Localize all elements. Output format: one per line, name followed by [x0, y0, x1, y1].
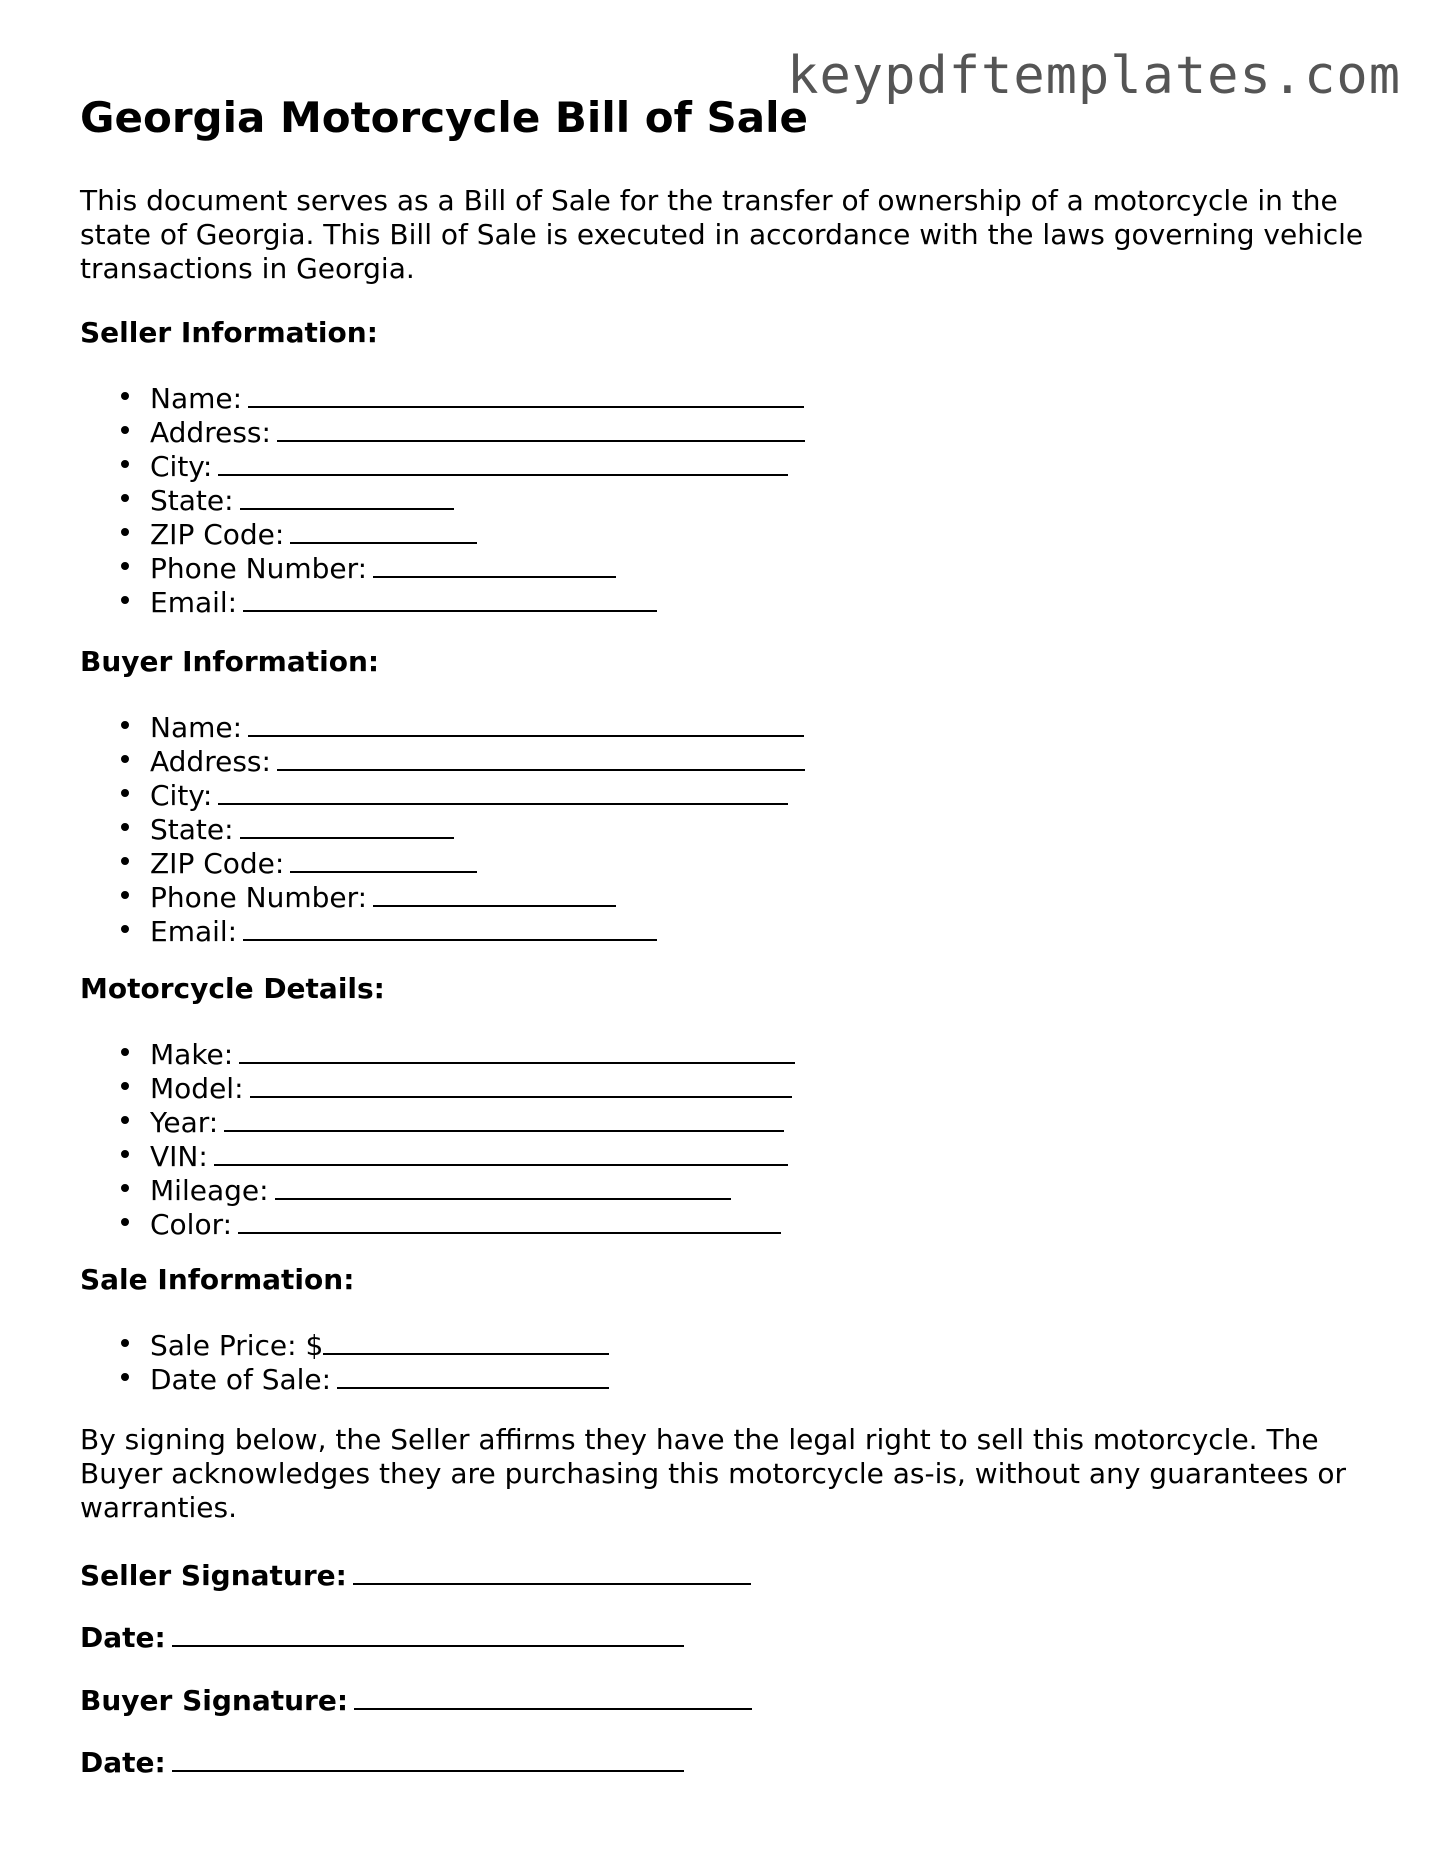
- field-label: Name:: [150, 382, 243, 415]
- buyer-phone-field[interactable]: [80, 877, 805, 914]
- fill-line[interactable]: [290, 514, 477, 544]
- fill-line[interactable]: [239, 1034, 795, 1064]
- buyer-date-field[interactable]: [80, 1742, 684, 1780]
- motorcycle-heading: Motorcycle Details:: [80, 972, 385, 1005]
- buyer-field-list: [80, 707, 805, 948]
- fill-line[interactable]: [238, 1204, 781, 1234]
- fill-line[interactable]: [373, 877, 616, 907]
- fill-line[interactable]: [240, 809, 454, 839]
- field-label: ZIP Code:: [150, 518, 285, 551]
- fill-line[interactable]: [218, 446, 788, 476]
- seller-city-field[interactable]: [80, 446, 805, 483]
- field-label: Date:: [80, 1621, 166, 1654]
- seller-field-list: [80, 378, 805, 619]
- buyer-heading: Buyer Information:: [80, 645, 380, 678]
- motorcycle-make-field[interactable]: [80, 1034, 795, 1071]
- fill-line[interactable]: [172, 1742, 684, 1772]
- field-label: City:: [150, 779, 213, 812]
- fill-line[interactable]: [354, 1680, 752, 1710]
- fill-line[interactable]: [224, 1102, 784, 1132]
- motorcycle-model-field[interactable]: [80, 1068, 795, 1105]
- fill-line[interactable]: [214, 1136, 788, 1166]
- seller-name-field[interactable]: [80, 378, 805, 415]
- field-label: State:: [150, 484, 234, 517]
- field-label: Model:: [150, 1072, 244, 1105]
- field-label: City:: [150, 450, 213, 483]
- fill-line[interactable]: [248, 378, 804, 408]
- seller-address-field[interactable]: [80, 412, 805, 449]
- motorcycle-field-list: [80, 1034, 795, 1241]
- field-label: Mileage:: [150, 1174, 269, 1207]
- sale-field-list: [80, 1325, 609, 1396]
- fill-line[interactable]: [353, 1555, 751, 1585]
- buyer-state-field[interactable]: [80, 809, 805, 846]
- seller-phone-field[interactable]: [80, 548, 805, 585]
- fill-line[interactable]: [240, 480, 454, 510]
- fill-line[interactable]: [218, 775, 788, 805]
- field-label: Address:: [150, 745, 271, 778]
- motorcycle-color-field[interactable]: [80, 1204, 795, 1241]
- field-label: State:: [150, 813, 234, 846]
- field-label: Sale Price: $: [150, 1329, 324, 1362]
- closing-paragraph: By signing below, the Seller affirms they have the legal right to sell this motorcycle. The Buyer acknowledges they are purchasing this motorcycle as-is, without any guarantees or warranties.: [80, 1423, 1346, 1524]
- watermark: keypdftemplates.com: [787, 46, 1401, 106]
- seller-signature-field[interactable]: [80, 1555, 751, 1593]
- motorcycle-vin-field[interactable]: [80, 1136, 795, 1173]
- page-title: Georgia Motorcycle Bill of Sale: [80, 93, 808, 142]
- field-label: Buyer Signature:: [80, 1684, 349, 1717]
- field-label: Date of Sale:: [150, 1363, 332, 1396]
- fill-line[interactable]: [323, 1325, 609, 1355]
- buyer-address-field[interactable]: [80, 741, 805, 778]
- fill-line[interactable]: [243, 582, 657, 612]
- fill-line[interactable]: [290, 843, 477, 873]
- buyer-email-field[interactable]: [80, 911, 805, 948]
- fill-line[interactable]: [337, 1359, 609, 1389]
- fill-line[interactable]: [248, 707, 804, 737]
- field-label: Address:: [150, 416, 271, 449]
- motorcycle-mileage-field[interactable]: [80, 1170, 795, 1207]
- fill-line[interactable]: [277, 741, 805, 771]
- sale-heading: Sale Information:: [80, 1263, 355, 1296]
- motorcycle-year-field[interactable]: [80, 1102, 795, 1139]
- field-label: Color:: [150, 1208, 233, 1241]
- fill-line[interactable]: [275, 1170, 731, 1200]
- intro-paragraph: This document serves as a Bill of Sale for the transfer of ownership of a motorcycle in the state of Georgia. This Bill of Sale is executed in accordance with the laws governing vehicle transactions in Georgia.: [80, 184, 1364, 285]
- field-label: Email:: [150, 915, 238, 948]
- fill-line[interactable]: [277, 412, 805, 442]
- field-label: Make:: [150, 1038, 234, 1071]
- buyer-name-field[interactable]: [80, 707, 805, 744]
- field-label: ZIP Code:: [150, 847, 285, 880]
- seller-date-field[interactable]: [80, 1617, 684, 1655]
- sale-date-field[interactable]: [80, 1359, 609, 1396]
- fill-line[interactable]: [373, 548, 616, 578]
- field-label: Seller Signature:: [80, 1559, 347, 1592]
- field-label: Name:: [150, 711, 243, 744]
- buyer-signature-field[interactable]: [80, 1680, 752, 1718]
- sale-price-field[interactable]: [80, 1325, 609, 1362]
- field-label: Phone Number:: [150, 552, 368, 585]
- seller-zip-field[interactable]: [80, 514, 805, 551]
- buyer-zip-field[interactable]: [80, 843, 805, 880]
- field-label: VIN:: [150, 1140, 208, 1173]
- field-label: Email:: [150, 586, 238, 619]
- seller-heading: Seller Information:: [80, 316, 378, 349]
- fill-line[interactable]: [172, 1617, 684, 1647]
- field-label: Phone Number:: [150, 881, 368, 914]
- seller-email-field[interactable]: [80, 582, 805, 619]
- fill-line[interactable]: [250, 1068, 792, 1098]
- seller-state-field[interactable]: [80, 480, 805, 517]
- field-label: Date:: [80, 1746, 166, 1779]
- buyer-city-field[interactable]: [80, 775, 805, 812]
- fill-line[interactable]: [243, 911, 657, 941]
- field-label: Year:: [150, 1106, 219, 1139]
